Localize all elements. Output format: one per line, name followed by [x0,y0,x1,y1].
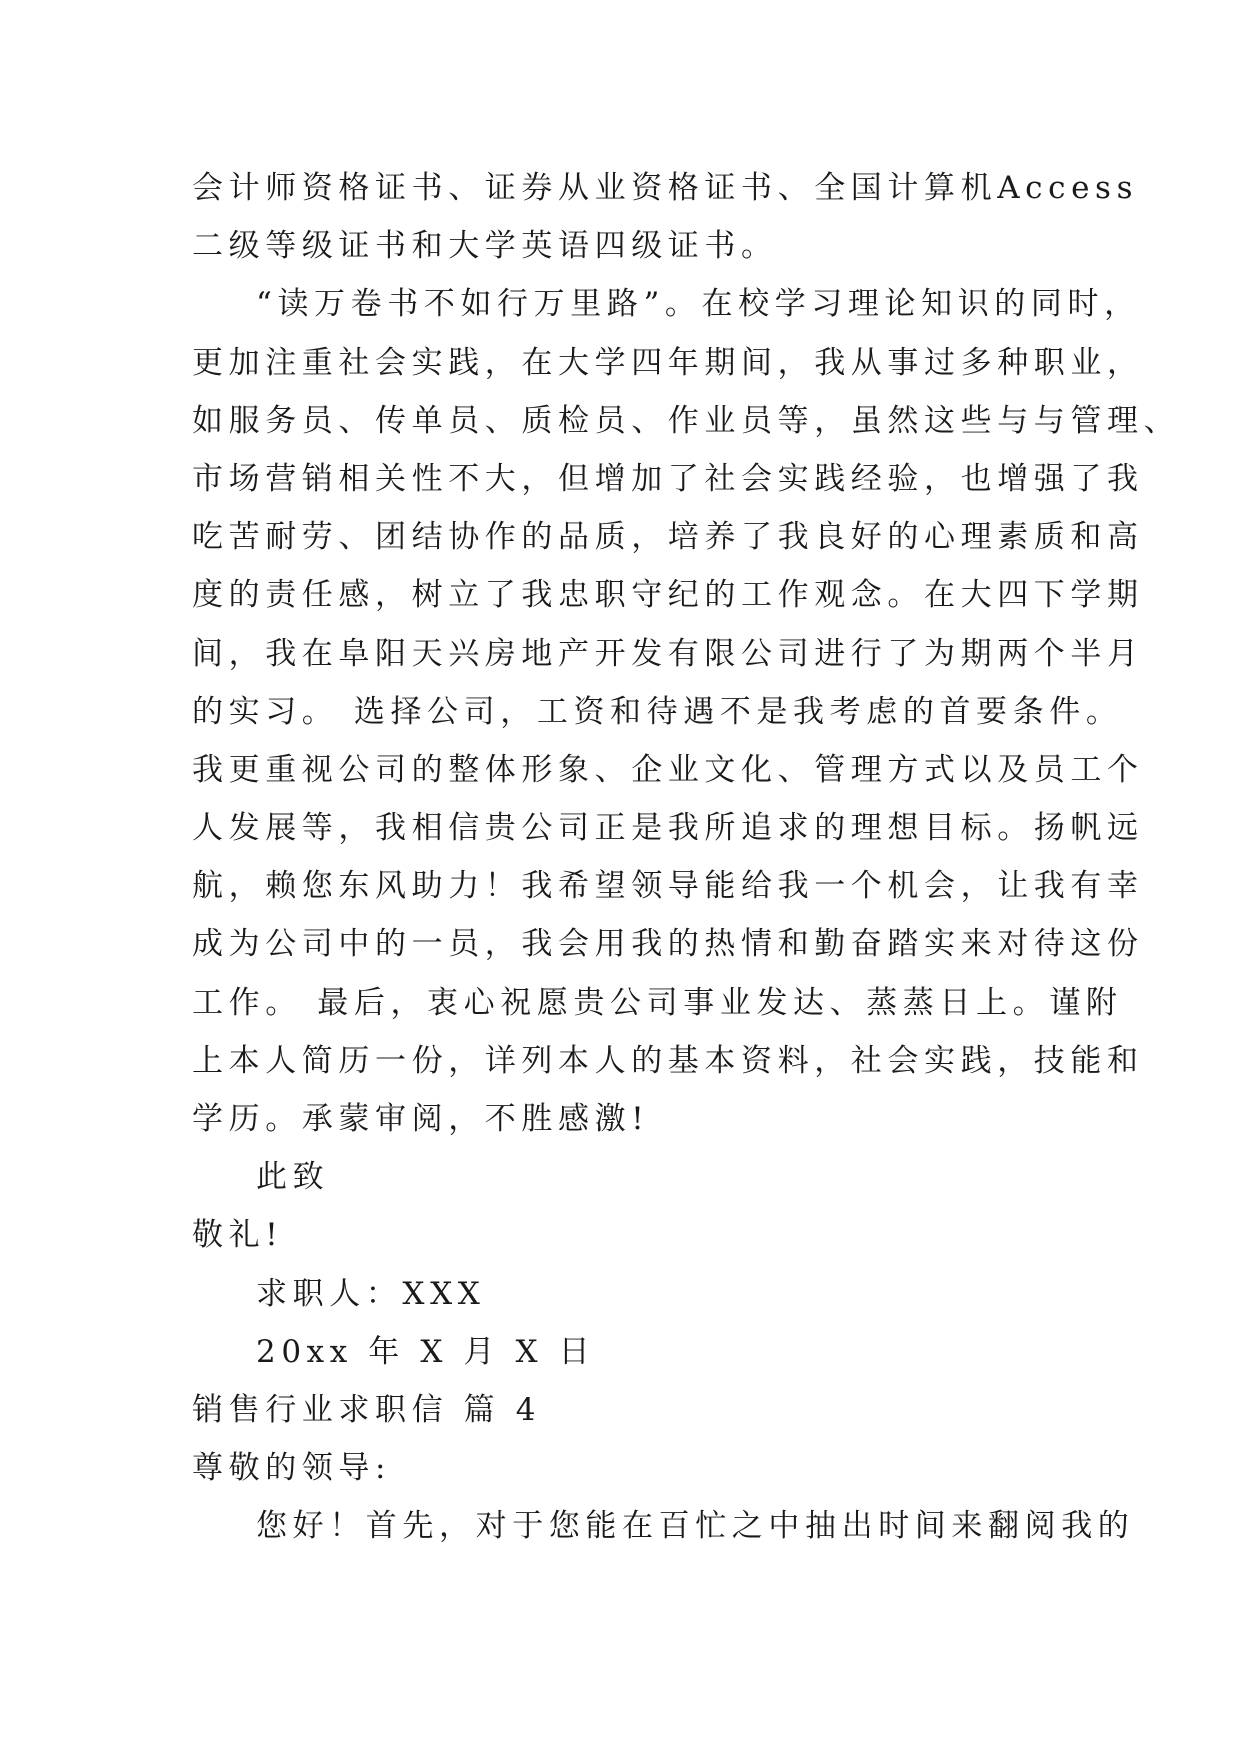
letter-body [192,159,1181,1556]
text-line: 您好！首先，对于您能在百忙之中抽出时间来翻阅我的 [256,1508,1135,1545]
text-line: 度的责任感，树立了我忠职守纪的工作观念。在大四下学期 [192,577,1144,614]
text-line: 的实习。 选择公司，工资和待遇不是我考虑的首要条件。 [192,693,1123,730]
text-line: 航，赖您东风助力！我希望领导能给我一个机会，让我有幸 [192,868,1144,905]
text-line: 敬礼! [192,1217,284,1254]
text-line: 会计师资格证书、证券从业资格证书、全国计算机Access [192,170,1139,206]
text-line: 人发展等，我相信贵公司正是我所追求的理想目标。扬帆远 [192,810,1144,847]
text-line: 如服务员、传单员、质检员、作业员等，虽然这些与与管理、 [192,402,1181,439]
text-line: 市场营销相关性不大，但增加了社会实践经验，也增强了我 [192,460,1144,497]
text-line: 20xx 年 X 月 X 日 [256,1333,596,1370]
text-line: 间，我在阜阳天兴房地产开发有限公司进行了为期两个半月 [192,635,1144,672]
text-line: “读万卷书不如行万里路”。在校学习理论知识的同时， [256,286,1141,323]
text-line: 学历。承蒙审阅，不胜感激! [192,1101,650,1137]
text-line: 工作。 最后，衷心祝愿贵公司事业发达、蒸蒸日上。谨附 [192,984,1123,1021]
text-line: 此致 [256,1159,330,1196]
text-line: 二级等级证书和大学英语四级证书。 [192,228,778,265]
text-line: 成为公司中的一员，我会用我的热情和勤奋踏实来对待这份 [192,926,1144,963]
text-line: 更加注重社会实践，在大学四年期间，我从事过多种职业， [192,344,1144,381]
text-line: 上本人简历一份，详列本人的基本资料，社会实践，技能和 [192,1042,1144,1079]
text-line: 吃苦耐劳、团结协作的品质，培养了我良好的心理素质和高 [192,519,1144,556]
text-line: 尊敬的领导: [192,1450,392,1487]
text-line: 我更重视公司的整体形象、企业文化、管理方式以及员工个 [192,751,1144,788]
text-line: 求职人：XXX [256,1275,486,1312]
text-line: 销售行业求职信 篇 4 [192,1391,542,1428]
